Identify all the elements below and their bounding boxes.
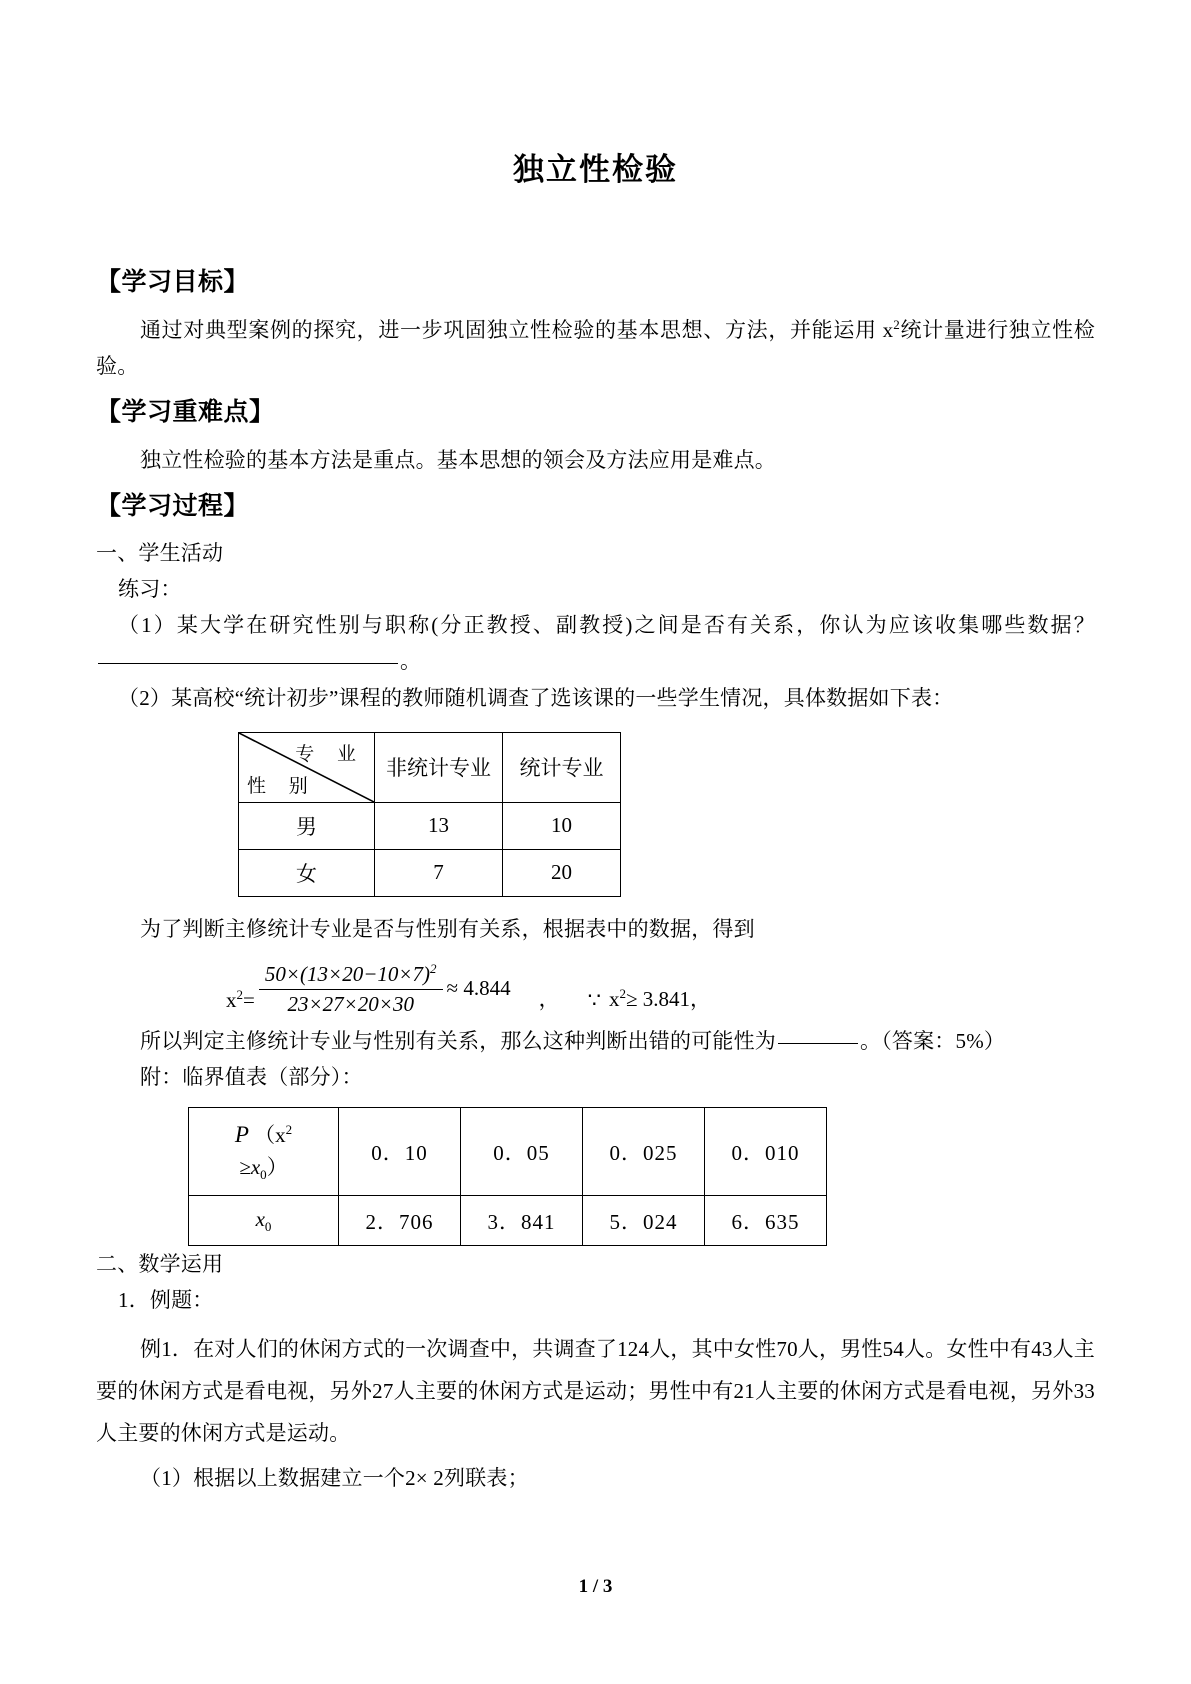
because-symbol: ∵ <box>587 987 601 1012</box>
page-title: 独立性检验 <box>513 152 678 187</box>
spacer <box>96 432 1095 442</box>
critical-p-value-0: 0．10 <box>339 1108 461 1196</box>
chi-superscript: 2 <box>893 316 900 332</box>
x0-symbol: x <box>250 1154 261 1179</box>
cell-male-non-stat: 13 <box>375 802 503 849</box>
critical-p-value-2: 0．025 <box>583 1108 705 1196</box>
table-row <box>239 802 621 849</box>
critical-p-value-3: 0．010 <box>705 1108 827 1196</box>
section-heading-objectives: 【学习目标】 <box>96 269 250 297</box>
x0-row-symbol: x <box>255 1207 265 1231</box>
example-1-question-1: （1）根据以上数据建立一个2× 2列联表； <box>140 1466 529 1491</box>
section-heading-difficulty: 【学习重难点】 <box>96 399 275 427</box>
condition-chi-symbol: x <box>608 986 620 1011</box>
formula-numerator-text: 50×(13×20−10×7) <box>264 961 431 986</box>
p-chi-superscript: 2 <box>285 1122 293 1138</box>
critical-x0-value-1: 3．841 <box>461 1196 583 1246</box>
spacer <box>96 190 1095 264</box>
cell-male-stat: 10 <box>503 802 621 849</box>
question-2: （2）某高校“统计初步”课程的教师随机调查了选该课的一些学生情况，具体数据如下表： <box>118 685 954 710</box>
conclusion-paragraph <box>96 1023 1095 1059</box>
critical-value-table <box>188 1107 827 1246</box>
question-1 <box>96 607 1095 679</box>
formula-equals: = <box>243 987 255 1012</box>
application-heading: 二、数学运用 <box>96 1252 224 1277</box>
condition-chi-superscript: 2 <box>619 985 626 1001</box>
critical-x0-value-2: 5．024 <box>583 1196 705 1246</box>
question-1-text: （1）某大学在研究性别与职称(分正教授、副教授)之间是否有关系，你认为应该收集哪些数据？ <box>118 613 1095 638</box>
formula-numerator <box>259 961 443 989</box>
conclusion-text-1: 所以判定主修统计专业与性别有关系，那么这种判断出错的可能性为 <box>140 1028 776 1053</box>
example-label: 1．例题： <box>118 1288 214 1313</box>
spacer <box>96 525 1095 535</box>
formula-numerator-superscript: 2 <box>430 960 437 976</box>
column-header-stat: 统计专业 <box>503 732 621 802</box>
ge-symbol: ≥ <box>239 1154 251 1179</box>
spacer <box>96 1318 1095 1328</box>
example-1-text: 例1．在对人们的休闲方式的一次调查中，共调查了124人，其中女性70人，男性54人。女性中有43人主要的休闲方式是看电视，另外27人主要的休闲方式是运动；男性中有21人主要的休闲方式是看电视，另外33人主要的休闲方式是运动。 <box>96 1337 1095 1446</box>
table-row <box>239 849 621 896</box>
table-header-row <box>239 732 621 802</box>
chi-symbol: x <box>882 317 894 342</box>
critical-x0-value-0: 2．706 <box>339 1196 461 1246</box>
section-heading-process: 【学习过程】 <box>96 492 250 520</box>
cell-female-non-stat: 7 <box>375 849 503 896</box>
answer-blank-probability[interactable] <box>778 1043 858 1044</box>
data-table-wrapper <box>96 716 1095 897</box>
formula-condition <box>601 983 711 1017</box>
judgement-paragraph: 为了判断主修统计专业是否与性别有关系，根据表中的数据，得到 <box>140 916 755 941</box>
condition-comma: ， <box>690 986 711 1011</box>
spacer <box>96 897 1095 911</box>
formula-lhs <box>226 987 243 1017</box>
objectives-text-2: 统计量进行独立性检验。 <box>96 317 1095 378</box>
table-header-row <box>189 1108 827 1196</box>
formula-denominator: 23×27×20×30 <box>287 991 414 1016</box>
cell-female-stat: 20 <box>503 849 621 896</box>
x0-subscript: 0 <box>260 1166 267 1182</box>
critical-table-label: 附：临界值表（部分）： <box>140 1064 363 1089</box>
objectives-paragraph <box>96 312 1095 384</box>
spacer <box>96 478 1095 488</box>
critical-p-value-1: 0．05 <box>461 1108 583 1196</box>
column-header-non-stat: 非统计专业 <box>375 732 503 802</box>
formula-chi-symbol: x <box>226 987 237 1012</box>
question-1-period: 。 <box>400 649 422 674</box>
x0-row-subscript: 0 <box>264 1219 272 1235</box>
critical-header-line-1 <box>195 1118 332 1151</box>
row-label-male: 男 <box>239 802 375 849</box>
formula-fraction <box>259 961 443 1017</box>
diagonal-header-bottom-label: 性 别 <box>247 775 317 797</box>
page-footer: 1 / 3 <box>578 1576 613 1597</box>
row-label-female: 女 <box>239 849 375 896</box>
practice-label: 练习： <box>118 577 182 602</box>
formula-approx-value: ≈ 4.844 <box>446 976 511 1001</box>
spacer <box>96 384 1095 394</box>
formula-chi-superscript: 2 <box>236 986 244 1002</box>
chi-square-formula <box>96 961 1095 1017</box>
critical-table-wrapper <box>96 1095 1095 1246</box>
student-major-gender-table <box>238 732 621 897</box>
table-row <box>189 1196 827 1246</box>
critical-row-label <box>189 1196 339 1246</box>
p-symbol: P <box>234 1122 249 1148</box>
critical-x0-value-3: 6．635 <box>705 1196 827 1246</box>
diagonal-header-cell <box>239 732 375 802</box>
p-open-paren: （x <box>254 1123 286 1148</box>
formula-comma: ， <box>538 986 560 1011</box>
objectives-text-1: 通过对典型案例的探究，进一步巩固独立性检验的基本思想、方法，并能运用 <box>140 317 883 342</box>
diagonal-header-top-label: 专 业 <box>295 743 365 765</box>
p-close-paren: ） <box>266 1154 288 1179</box>
critical-header-line-2 <box>195 1152 332 1185</box>
conclusion-text-2: 。（答案：5%） <box>860 1028 1006 1053</box>
critical-header-cell <box>189 1108 339 1196</box>
activity-heading: 一、学生活动 <box>96 541 224 566</box>
difficulty-paragraph: 独立性检验的基本方法是重点。基本思想的领会及方法应用是难点。 <box>140 447 776 472</box>
spacer <box>96 302 1095 312</box>
condition-rest: ≥ 3.841 <box>625 986 690 1011</box>
answer-blank-q1[interactable] <box>98 663 398 664</box>
